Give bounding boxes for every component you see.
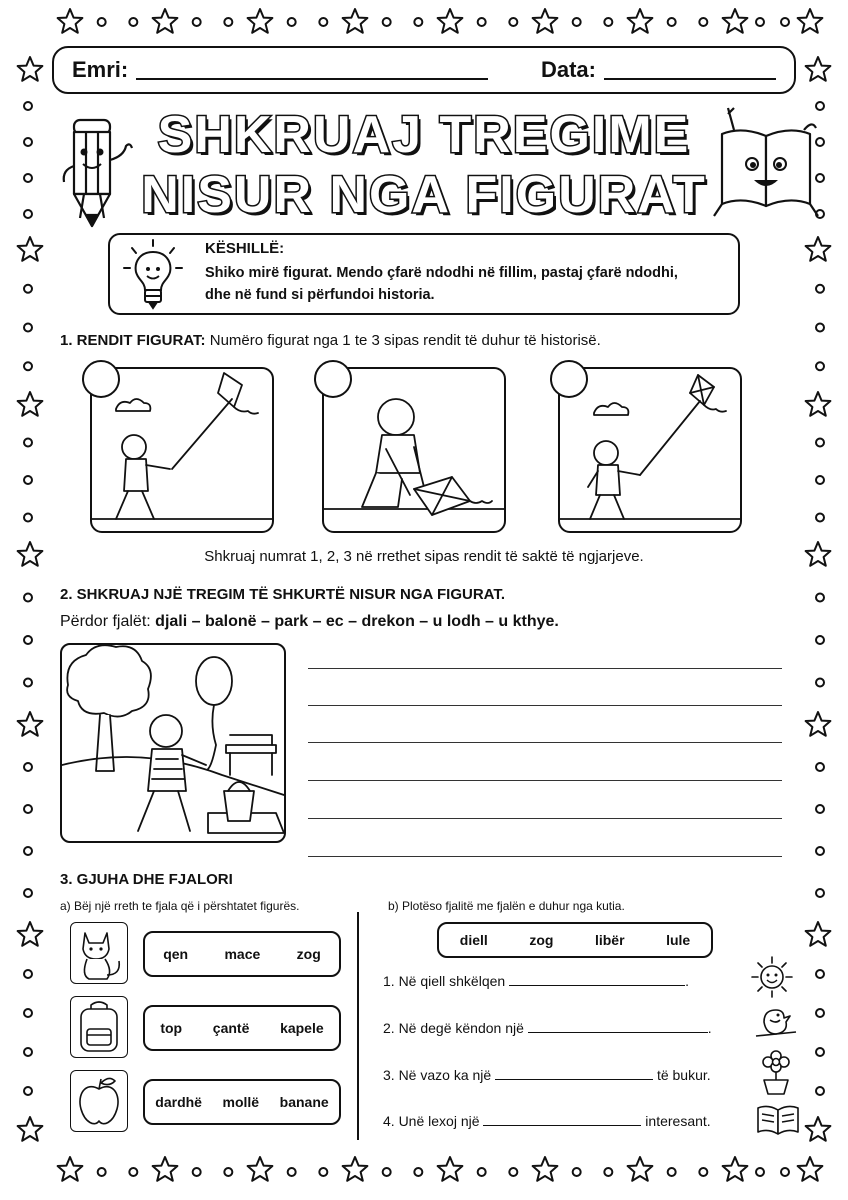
border-dot [129,18,137,26]
story-line-6[interactable] [308,856,782,857]
sentence-end: interesant. [645,1113,711,1129]
picture-panel-3 [558,367,742,533]
picture-park-panel [60,643,286,843]
boy-flying-kite-illustration [92,369,272,531]
section2-words: djali – balonë – park – ec – drekon – u lodh – u kthye. [155,613,559,630]
word-bank-item: zog [529,932,554,948]
cat-picture-box [70,922,128,984]
border-star [58,1157,83,1181]
border-dot [414,18,422,26]
section1-caption: Shkruaj numrat 1, 2, 3 në rrethet sipas rendit të saktë të ngjarjeve. [204,548,644,565]
apple-picture-box [70,1070,128,1132]
word-choice[interactable]: kapele [280,1020,324,1036]
bird-icon [754,1002,798,1042]
border-dot [756,18,764,26]
border-dot [98,18,106,26]
lightbulb-icon [118,236,188,310]
word-choice[interactable]: banane [279,1094,329,1110]
border-dot [573,18,581,26]
border-star [723,9,748,33]
border-dot [288,18,296,26]
word-choice-row-3 [143,1079,341,1125]
border-dot [24,970,32,978]
story-line-3[interactable] [308,742,782,743]
border-dot [816,1048,824,1056]
backpack-picture-box [70,996,128,1058]
border-dot [24,763,32,771]
word-choice-row-1 [143,931,341,977]
border-dot [478,18,486,26]
border-dot [383,18,391,26]
border-dot [816,679,824,687]
order-circle-2[interactable] [314,360,352,398]
border-star [806,57,831,81]
story-line-2[interactable] [308,705,782,706]
border-dot [24,210,32,218]
sentence-end: . [685,973,689,989]
tip-text-line2: dhe në fund si përfundoi historia. [205,287,435,303]
border-star [153,9,178,33]
border-star [343,1157,368,1181]
order-circle-1[interactable] [82,360,120,398]
name-field[interactable] [136,60,488,80]
border-star [18,922,43,946]
border-dot [24,636,32,644]
section3-divider [357,912,359,1140]
border-dot [24,102,32,110]
border-star [628,1157,653,1181]
sun-icon [750,955,794,999]
section1-instruction: Numëro figurat nga 1 te 3 sipas rendit të duhur të historisë. [209,332,601,349]
sentence-end: të bukur. [656,1067,711,1083]
boy-building-kite-illustration [324,369,504,531]
sentence-3 [383,1067,711,1083]
border-dot [383,1168,391,1176]
border-star [248,1157,273,1181]
border-dot [414,1168,422,1176]
word-bank-item: libër [594,932,625,948]
border-star [533,9,558,33]
border-dot [573,1168,581,1176]
border-dot [24,476,32,484]
border-dot [816,514,824,522]
border-dot [604,18,612,26]
story-line-4[interactable] [308,780,782,781]
boy-kite-flying-high-illustration [560,369,740,531]
apple-icon [71,1071,127,1131]
border-dot [816,889,824,897]
sentence-1 [383,973,689,989]
border-dot [604,1168,612,1176]
word-choice[interactable]: çantë [212,1020,250,1036]
page-title-line1: SHKRUAJ TREGIME [157,106,691,164]
border-dot [816,285,824,293]
border-star [18,1117,43,1141]
section3-title: 3. GJUHA DHE FJALORI [60,871,233,888]
sentence-4 [383,1113,711,1129]
border-star [806,1117,831,1141]
sentence-text: 4. Unë lexoj një [383,1113,480,1129]
border-dot [699,18,707,26]
border-star [798,9,823,33]
border-star [153,1157,178,1181]
border-star [533,1157,558,1181]
word-choice[interactable]: mace [224,946,261,962]
border-dot [24,285,32,293]
border-star [438,1157,463,1181]
sentence-blank[interactable] [483,1125,641,1126]
border-dot [478,1168,486,1176]
border-star [806,237,831,261]
sentence-blank[interactable] [528,1032,708,1033]
border-dot [193,1168,201,1176]
border-dot [816,1087,824,1095]
border-star [58,9,83,33]
word-choice[interactable]: qen [163,946,189,962]
date-field[interactable] [604,60,776,80]
border-dot [509,1168,517,1176]
word-choice[interactable]: mollë [222,1094,260,1110]
border-dot [24,679,32,687]
border-dot [816,636,824,644]
name-date-bar [52,46,796,94]
border-dot [24,889,32,897]
word-bank-item: diell [459,932,488,948]
border-star [806,922,831,946]
border-dot [668,18,676,26]
border-dot [24,138,32,146]
open-book-icon [754,1102,802,1138]
border-star [806,392,831,416]
order-circle-3[interactable] [550,360,588,398]
border-dot [24,439,32,447]
border-dot [129,1168,137,1176]
border-dot [816,805,824,813]
border-star [18,237,43,261]
word-choice[interactable]: top [160,1020,183,1036]
section3b-instruction: b) Plotëso fjalitë me fjalën e duhur nga kutia. [388,899,625,913]
word-choice-row-2 [143,1005,341,1051]
sentence-blank[interactable] [509,985,685,986]
border-dot [224,18,232,26]
border-star [806,712,831,736]
story-line-1[interactable] [308,668,782,669]
border-dot [699,1168,707,1176]
border-dot [319,18,327,26]
border-dot [24,594,32,602]
name-label: Emri: [72,57,129,82]
border-dot [224,1168,232,1176]
border-dot [24,514,32,522]
border-dot [98,1168,106,1176]
border-dot [816,1009,824,1017]
tip-text-line1: Shiko mirë figurat. Mendo çfarë ndodhi në fillim, pastaj çfarë ndodhi, [205,265,678,281]
border-dot [816,324,824,332]
border-dot [816,476,824,484]
border-star [628,9,653,33]
picture-panel-1 [90,367,274,533]
border-dot [24,805,32,813]
border-dot [816,439,824,447]
section2-title: 2. SHKRUAJ NJË TREGIM TË SHKURTË NISUR NGA FIGURAT. [60,586,506,603]
page-title-line2: NISUR NGA FIGURAT [141,166,707,224]
border-dot [816,847,824,855]
cat-icon [71,923,127,983]
section2-word-list [60,613,559,631]
border-dot [816,970,824,978]
section1-title: 1. RENDIT FIGURAT: [60,332,206,349]
word-choice[interactable]: dardhë [155,1094,202,1110]
border-dot [24,1048,32,1056]
border-dot [24,1009,32,1017]
sentence-text: 1. Në qiell shkëlqen [383,973,506,989]
flower-pot-icon [756,1048,796,1096]
border-dot [24,847,32,855]
book-mascot-icon [712,100,822,220]
border-dot [816,594,824,602]
tip-text [205,262,735,306]
border-dot [24,174,32,182]
border-star [18,712,43,736]
section1-header [60,332,601,349]
sentence-blank[interactable] [495,1079,653,1080]
border-dot [24,362,32,370]
border-dot [781,1168,789,1176]
border-dot [816,763,824,771]
border-dot [319,1168,327,1176]
border-dot [288,1168,296,1176]
section2-prefix: Përdor fjalët: [60,613,151,630]
border-star [343,9,368,33]
border-dot [816,362,824,370]
border-star [438,9,463,33]
tip-heading: KËSHILLË: [205,240,285,257]
border-dot [668,1168,676,1176]
sentence-2 [383,1020,712,1036]
date-label: Data: [540,57,596,82]
border-star [798,1157,823,1181]
story-line-5[interactable] [308,818,782,819]
border-dot [781,18,789,26]
word-choice[interactable]: zog [296,946,321,962]
pencil-mascot-icon [52,108,142,234]
word-bank-item: lule [666,932,691,948]
border-star [18,57,43,81]
sentence-text: 2. Në degë këndon një [383,1020,524,1036]
boy-with-balloon-park-illustration [62,645,284,841]
border-dot [24,1087,32,1095]
border-star [248,9,273,33]
border-dot [756,1168,764,1176]
border-dot [193,18,201,26]
picture-panel-2 [322,367,506,533]
section3a-instruction: a) Bëj një rreth te fjala që i përshtatet figurës. [60,899,300,913]
border-dot [24,324,32,332]
border-star [723,1157,748,1181]
border-dot [509,18,517,26]
sentence-end: . [707,1020,712,1036]
sentence-text: 3. Në vazo ka një [383,1067,492,1083]
word-bank [437,922,713,958]
backpack-icon [71,997,127,1057]
border-star [18,392,43,416]
